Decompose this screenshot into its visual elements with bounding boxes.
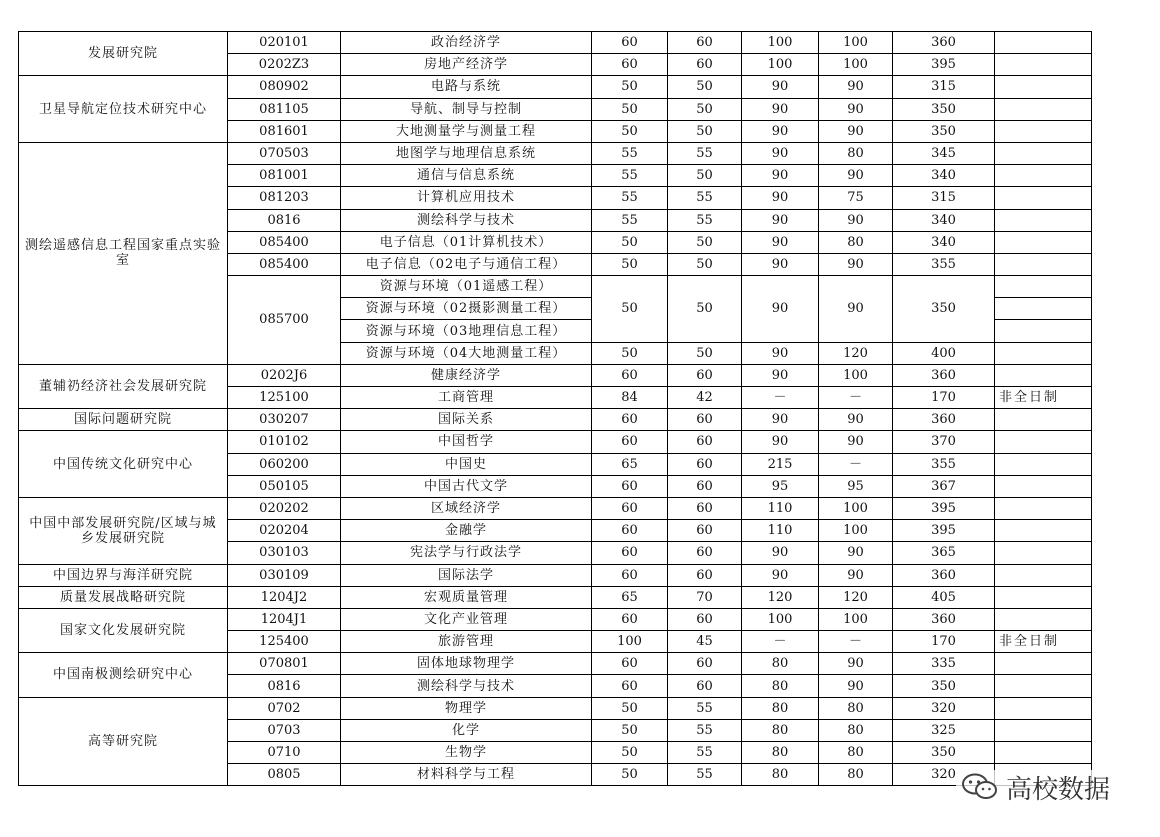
major-code-cell: 020204: [228, 520, 341, 542]
score-subject-1-cell: 80: [742, 764, 819, 786]
score-subject-2-cell: 90: [819, 165, 893, 187]
major-code-cell: 0805: [228, 764, 341, 786]
score-foreign-language-cell: 42: [668, 387, 742, 409]
wechat-icon: [960, 772, 1000, 802]
table-row: [19, 142, 1092, 164]
note-cell: [995, 231, 1092, 253]
score-foreign-language-cell: 60: [668, 542, 742, 564]
score-foreign-language-cell: 60: [668, 431, 742, 453]
major-name-cell: 测绘科学与技术: [341, 675, 592, 697]
score-foreign-language-cell: 45: [668, 631, 742, 653]
score-total-cell: 405: [893, 586, 995, 608]
score-subject-2-cell: 80: [819, 142, 893, 164]
score-subject-1-cell: 100: [742, 608, 819, 630]
score-subject-2-cell: 90: [819, 276, 893, 343]
major-code-cell: 030109: [228, 564, 341, 586]
score-total-cell: 360: [893, 608, 995, 630]
note-cell: [995, 320, 1092, 342]
score-foreign-language-cell: 55: [668, 719, 742, 741]
major-name-cell: 固体地球物理学: [341, 653, 592, 675]
score-politics-cell: 60: [592, 475, 668, 497]
major-name-cell: 电路与系统: [341, 76, 592, 98]
score-subject-1-cell: 90: [742, 98, 819, 120]
score-politics-cell: 50: [592, 719, 668, 741]
major-name-cell: 通信与信息系统: [341, 165, 592, 187]
score-subject-1-cell: 100: [742, 32, 819, 54]
score-subject-1-cell: 90: [742, 165, 819, 187]
note-cell: [995, 209, 1092, 231]
major-code-cell: 0816: [228, 675, 341, 697]
score-subject-1-cell: 90: [742, 120, 819, 142]
major-name-cell: 地图学与地理信息系统: [341, 142, 592, 164]
major-name-cell: 物理学: [341, 697, 592, 719]
table-row: [19, 32, 1092, 54]
major-name-cell: 中国哲学: [341, 431, 592, 453]
score-subject-1-cell: 90: [742, 342, 819, 364]
note-cell: [995, 608, 1092, 630]
score-subject-1-cell: 90: [742, 564, 819, 586]
major-name-cell: 区域经济学: [341, 497, 592, 519]
major-code-cell: 0703: [228, 719, 341, 741]
table-row: [19, 564, 1092, 586]
table-row: [19, 608, 1092, 630]
major-code-cell: 081105: [228, 98, 341, 120]
major-code-cell: 125100: [228, 387, 341, 409]
score-total-cell: 395: [893, 520, 995, 542]
note-cell: [995, 32, 1092, 54]
score-politics-cell: 55: [592, 209, 668, 231]
major-name-cell: 计算机应用技术: [341, 187, 592, 209]
major-name-cell: 化学: [341, 719, 592, 741]
score-total-cell: 170: [893, 387, 995, 409]
score-subject-1-cell: 80: [742, 675, 819, 697]
major-code-cell: 0702: [228, 697, 341, 719]
score-total-cell: 325: [893, 719, 995, 741]
score-total-cell: 355: [893, 453, 995, 475]
major-name-cell: 文化产业管理: [341, 608, 592, 630]
score-subject-1-cell: 90: [742, 542, 819, 564]
score-subject-2-cell: 90: [819, 675, 893, 697]
score-subject-2-cell: 95: [819, 475, 893, 497]
score-subject-1-cell: 90: [742, 76, 819, 98]
score-foreign-language-cell: 55: [668, 209, 742, 231]
major-name-cell: 测绘科学与技术: [341, 209, 592, 231]
note-cell: [995, 653, 1092, 675]
major-name-cell: 电子信息（01计算机技术）: [341, 231, 592, 253]
major-code-cell: 0202J6: [228, 364, 341, 386]
major-name-cell: 宏观质量管理: [341, 586, 592, 608]
note-cell: [995, 298, 1092, 320]
unit-cell: 董辅礽经济社会发展研究院: [19, 364, 228, 408]
score-subject-2-cell: 80: [819, 742, 893, 764]
note-cell: [995, 742, 1092, 764]
score-total-cell: 340: [893, 165, 995, 187]
major-name-cell: 工商管理: [341, 387, 592, 409]
score-subject-1-cell: 110: [742, 497, 819, 519]
score-foreign-language-cell: 50: [668, 231, 742, 253]
score-subject-2-cell: 120: [819, 586, 893, 608]
score-subject-2-cell: 80: [819, 697, 893, 719]
note-cell: [995, 409, 1092, 431]
score-subject-2-cell: 90: [819, 76, 893, 98]
score-politics-cell: 84: [592, 387, 668, 409]
score-total-cell: 320: [893, 697, 995, 719]
score-foreign-language-cell: 55: [668, 142, 742, 164]
score-foreign-language-cell: 55: [668, 742, 742, 764]
major-name-cell: 宪法学与行政法学: [341, 542, 592, 564]
score-table: [18, 31, 1092, 786]
score-foreign-language-cell: 50: [668, 165, 742, 187]
score-subject-2-cell: 90: [819, 564, 893, 586]
score-politics-cell: 50: [592, 276, 668, 343]
unit-cell: 中国传统文化研究中心: [19, 431, 228, 498]
score-foreign-language-cell: 60: [668, 32, 742, 54]
score-politics-cell: 60: [592, 520, 668, 542]
score-total-cell: 395: [893, 54, 995, 76]
note-cell: [995, 54, 1092, 76]
score-total-cell: 360: [893, 564, 995, 586]
note-cell: [995, 98, 1092, 120]
score-subject-1-cell: 90: [742, 364, 819, 386]
score-subject-2-cell: 100: [819, 497, 893, 519]
major-code-cell: 070801: [228, 653, 341, 675]
note-cell: [995, 564, 1092, 586]
score-politics-cell: 60: [592, 564, 668, 586]
score-subject-1-cell: 80: [742, 742, 819, 764]
score-politics-cell: 50: [592, 76, 668, 98]
score-subject-2-cell: 100: [819, 520, 893, 542]
score-subject-1-cell: －: [742, 387, 819, 409]
note-cell: [995, 187, 1092, 209]
score-politics-cell: 100: [592, 631, 668, 653]
major-name-cell: 房地产经济学: [341, 54, 592, 76]
score-subject-1-cell: 95: [742, 475, 819, 497]
score-subject-2-cell: 100: [819, 54, 893, 76]
major-name-cell: 健康经济学: [341, 364, 592, 386]
table-row: [19, 653, 1092, 675]
score-politics-cell: 50: [592, 764, 668, 786]
score-subject-1-cell: 215: [742, 453, 819, 475]
score-subject-2-cell: －: [819, 387, 893, 409]
score-total-cell: 340: [893, 231, 995, 253]
major-code-cell: 070503: [228, 142, 341, 164]
score-politics-cell: 65: [592, 453, 668, 475]
major-code-cell: 010102: [228, 431, 341, 453]
major-code-cell: 085400: [228, 253, 341, 275]
note-cell: [995, 276, 1092, 298]
score-subject-1-cell: 80: [742, 719, 819, 741]
table-row: [19, 76, 1092, 98]
score-total-cell: 350: [893, 276, 995, 343]
score-total-cell: 315: [893, 187, 995, 209]
unit-cell: 高等研究院: [19, 697, 228, 786]
score-total-cell: 340: [893, 209, 995, 231]
score-subject-2-cell: 90: [819, 409, 893, 431]
score-subject-1-cell: 120: [742, 586, 819, 608]
major-name-cell: 旅游管理: [341, 631, 592, 653]
score-subject-1-cell: 90: [742, 431, 819, 453]
major-code-cell: 085400: [228, 231, 341, 253]
major-name-cell: 中国古代文学: [341, 475, 592, 497]
major-code-cell: 0816: [228, 209, 341, 231]
note-cell: 非全日制: [995, 387, 1092, 409]
score-total-cell: 350: [893, 120, 995, 142]
major-code-cell: 0710: [228, 742, 341, 764]
score-total-cell: 350: [893, 675, 995, 697]
major-code-cell: 1204J1: [228, 608, 341, 630]
score-subject-2-cell: 90: [819, 253, 893, 275]
unit-cell: 卫星导航定位技术研究中心: [19, 76, 228, 143]
score-politics-cell: 60: [592, 542, 668, 564]
score-politics-cell: 55: [592, 142, 668, 164]
score-foreign-language-cell: 55: [668, 697, 742, 719]
score-subject-2-cell: 90: [819, 209, 893, 231]
note-cell: [995, 364, 1092, 386]
score-foreign-language-cell: 50: [668, 342, 742, 364]
score-subject-1-cell: 90: [742, 142, 819, 164]
score-subject-2-cell: 100: [819, 32, 893, 54]
score-politics-cell: 50: [592, 231, 668, 253]
score-subject-1-cell: 80: [742, 697, 819, 719]
score-total-cell: 360: [893, 409, 995, 431]
note-cell: [995, 453, 1092, 475]
score-subject-2-cell: －: [819, 453, 893, 475]
table-row: [19, 586, 1092, 608]
score-total-cell: 345: [893, 142, 995, 164]
major-code-cell: 081601: [228, 120, 341, 142]
score-foreign-language-cell: 50: [668, 120, 742, 142]
major-code-cell: 080902: [228, 76, 341, 98]
score-foreign-language-cell: 60: [668, 409, 742, 431]
score-total-cell: 360: [893, 364, 995, 386]
score-foreign-language-cell: 60: [668, 653, 742, 675]
score-politics-cell: 65: [592, 586, 668, 608]
score-subject-2-cell: 100: [819, 364, 893, 386]
score-subject-2-cell: 90: [819, 653, 893, 675]
score-politics-cell: 60: [592, 675, 668, 697]
major-code-cell: 081001: [228, 165, 341, 187]
score-subject-1-cell: 90: [742, 209, 819, 231]
table-row: [19, 497, 1092, 519]
note-cell: [995, 342, 1092, 364]
major-name-cell: 中国史: [341, 453, 592, 475]
unit-cell: 中国边界与海洋研究院: [19, 564, 228, 586]
table-row: [19, 697, 1092, 719]
major-code-cell: 050105: [228, 475, 341, 497]
score-subject-1-cell: 90: [742, 187, 819, 209]
score-politics-cell: 50: [592, 342, 668, 364]
major-name-cell: 导航、制导与控制: [341, 98, 592, 120]
table-row: [19, 409, 1092, 431]
note-cell: [995, 431, 1092, 453]
score-politics-cell: 60: [592, 608, 668, 630]
score-foreign-language-cell: 55: [668, 764, 742, 786]
score-subject-1-cell: 90: [742, 276, 819, 343]
note-cell: [995, 586, 1092, 608]
score-subject-2-cell: 90: [819, 98, 893, 120]
score-foreign-language-cell: 60: [668, 453, 742, 475]
score-total-cell: 367: [893, 475, 995, 497]
major-name-cell: 材料科学与工程: [341, 764, 592, 786]
major-code-cell: 030103: [228, 542, 341, 564]
score-politics-cell: 60: [592, 54, 668, 76]
major-name-cell: 资源与环境（03地理信息工程）: [341, 320, 592, 342]
major-code-cell: 0202Z3: [228, 54, 341, 76]
major-name-cell: 电子信息（02电子与通信工程）: [341, 253, 592, 275]
major-name-cell: 国际关系: [341, 409, 592, 431]
score-subject-2-cell: －: [819, 631, 893, 653]
major-name-cell: 生物学: [341, 742, 592, 764]
score-total-cell: 395: [893, 497, 995, 519]
score-subject-1-cell: 90: [742, 231, 819, 253]
major-name-cell: 资源与环境（04大地测量工程）: [341, 342, 592, 364]
score-politics-cell: 60: [592, 32, 668, 54]
score-politics-cell: 50: [592, 697, 668, 719]
score-foreign-language-cell: 60: [668, 675, 742, 697]
note-cell: [995, 542, 1092, 564]
score-foreign-language-cell: 55: [668, 187, 742, 209]
score-total-cell: 360: [893, 32, 995, 54]
score-foreign-language-cell: 60: [668, 497, 742, 519]
table-row: [19, 364, 1092, 386]
major-name-cell: 资源与环境（02摄影测量工程）: [341, 298, 592, 320]
score-subject-2-cell: 80: [819, 764, 893, 786]
score-politics-cell: 55: [592, 165, 668, 187]
score-foreign-language-cell: 60: [668, 364, 742, 386]
score-total-cell: 335: [893, 653, 995, 675]
table-body: [19, 32, 1092, 786]
score-total-cell: 400: [893, 342, 995, 364]
score-foreign-language-cell: 50: [668, 276, 742, 343]
score-politics-cell: 50: [592, 253, 668, 275]
major-code-cell: 030207: [228, 409, 341, 431]
unit-cell: 中国中部发展研究院/区域与城乡发展研究院: [19, 497, 228, 564]
unit-cell: 国际问题研究院: [19, 409, 228, 431]
score-foreign-language-cell: 60: [668, 520, 742, 542]
score-subject-1-cell: －: [742, 631, 819, 653]
score-foreign-language-cell: 60: [668, 564, 742, 586]
score-foreign-language-cell: 50: [668, 253, 742, 275]
watermark: [956, 770, 1114, 804]
score-politics-cell: 60: [592, 409, 668, 431]
score-foreign-language-cell: 50: [668, 76, 742, 98]
watermark-text: 高校数据: [1006, 774, 1111, 805]
major-name-cell: 政治经济学: [341, 32, 592, 54]
score-foreign-language-cell: 60: [668, 475, 742, 497]
score-foreign-language-cell: 60: [668, 608, 742, 630]
note-cell: [995, 253, 1092, 275]
major-code-cell: 125400: [228, 631, 341, 653]
score-total-cell: 355: [893, 253, 995, 275]
major-name-cell: 金融学: [341, 520, 592, 542]
score-total-cell: 365: [893, 542, 995, 564]
note-cell: [995, 76, 1092, 98]
score-foreign-language-cell: 60: [668, 54, 742, 76]
major-name-cell: 国际法学: [341, 564, 592, 586]
score-subject-2-cell: 120: [819, 342, 893, 364]
score-politics-cell: 60: [592, 497, 668, 519]
score-total-cell: 350: [893, 742, 995, 764]
score-politics-cell: 50: [592, 98, 668, 120]
unit-cell: 中国南极测绘研究中心: [19, 653, 228, 697]
table-row: [19, 431, 1092, 453]
note-cell: 非全日制: [995, 631, 1092, 653]
score-subject-1-cell: 90: [742, 253, 819, 275]
unit-cell: 发展研究院: [19, 32, 228, 76]
major-code-cell: 020101: [228, 32, 341, 54]
score-total-cell: 350: [893, 98, 995, 120]
score-politics-cell: 55: [592, 187, 668, 209]
unit-cell: 质量发展战略研究院: [19, 586, 228, 608]
score-subject-1-cell: 110: [742, 520, 819, 542]
score-subject-2-cell: 90: [819, 542, 893, 564]
note-cell: [995, 165, 1092, 187]
score-total-cell: 370: [893, 431, 995, 453]
score-subject-1-cell: 80: [742, 653, 819, 675]
score-subject-2-cell: 75: [819, 187, 893, 209]
score-politics-cell: 60: [592, 653, 668, 675]
note-cell: [995, 719, 1092, 741]
score-politics-cell: 60: [592, 431, 668, 453]
score-subject-2-cell: 100: [819, 608, 893, 630]
unit-cell: 测绘遥感信息工程国家重点实验室: [19, 142, 228, 364]
note-cell: [995, 697, 1092, 719]
score-politics-cell: 50: [592, 120, 668, 142]
score-total-cell: 170: [893, 631, 995, 653]
score-subject-1-cell: 100: [742, 54, 819, 76]
score-politics-cell: 50: [592, 742, 668, 764]
major-code-cell: 1204J2: [228, 586, 341, 608]
score-politics-cell: 60: [592, 364, 668, 386]
note-cell: [995, 120, 1092, 142]
score-foreign-language-cell: 70: [668, 586, 742, 608]
score-subject-2-cell: 90: [819, 120, 893, 142]
major-code-cell: 020202: [228, 497, 341, 519]
major-name-cell: 资源与环境（01遥感工程）: [341, 276, 592, 298]
major-code-cell: 085700: [228, 276, 341, 365]
score-subject-2-cell: 90: [819, 431, 893, 453]
note-cell: [995, 475, 1092, 497]
score-total-cell: 315: [893, 76, 995, 98]
note-cell: [995, 497, 1092, 519]
score-total-cell: 320: [893, 764, 995, 786]
score-foreign-language-cell: 50: [668, 98, 742, 120]
score-subject-1-cell: 90: [742, 409, 819, 431]
note-cell: [995, 520, 1092, 542]
major-code-cell: 081203: [228, 187, 341, 209]
unit-cell: 国家文化发展研究院: [19, 608, 228, 652]
major-code-cell: 060200: [228, 453, 341, 475]
note-cell: [995, 675, 1092, 697]
major-name-cell: 大地测量学与测量工程: [341, 120, 592, 142]
score-subject-2-cell: 80: [819, 231, 893, 253]
score-subject-2-cell: 80: [819, 719, 893, 741]
note-cell: [995, 142, 1092, 164]
